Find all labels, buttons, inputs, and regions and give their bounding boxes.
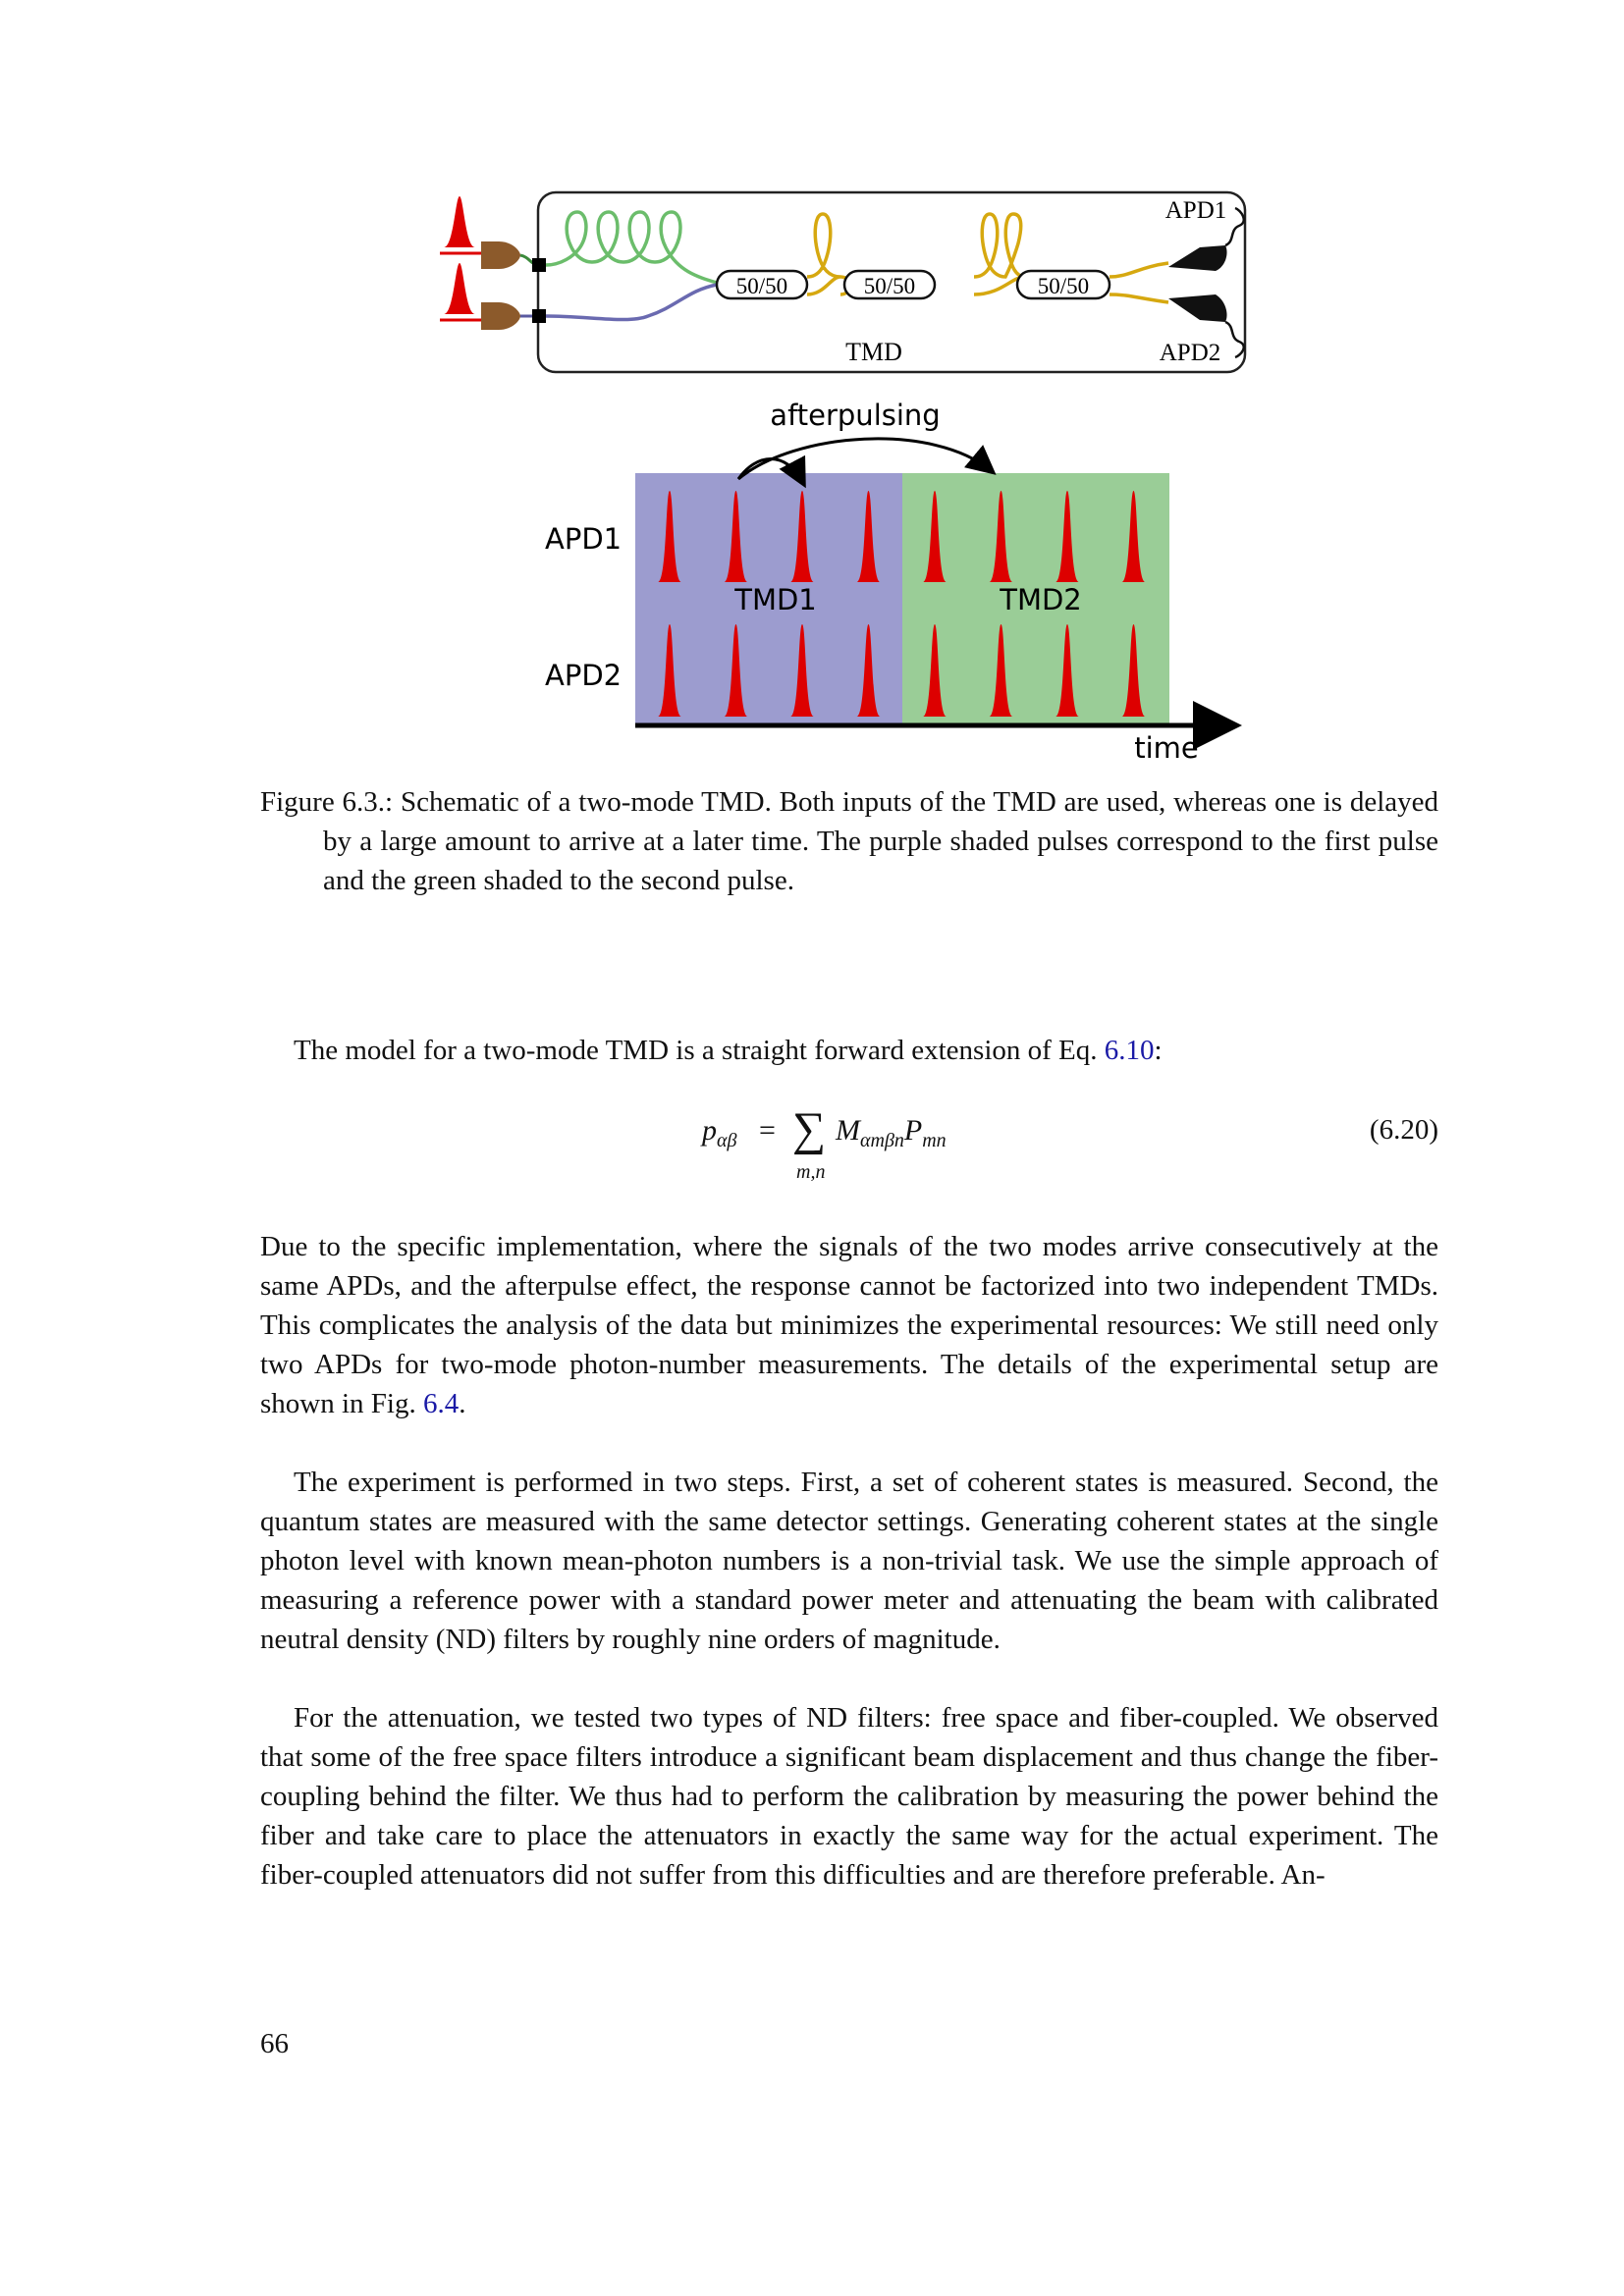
coupler-3-label: 50/50 bbox=[1037, 274, 1090, 298]
coupler-1-label: 50/50 bbox=[735, 274, 788, 298]
paragraph-1-text: The model for a two-mode TMD is a straight forward extension of Eq. bbox=[294, 1035, 1105, 1066]
afterpulsing-label: afterpulsing bbox=[770, 399, 941, 432]
row-apd1-label: APD1 bbox=[545, 522, 623, 556]
equation-number: (6.20) bbox=[1369, 1114, 1438, 1146]
paragraph-4-text: For the attenuation, we tested two types of ND filters: free space and fiber-coupled. We observed that some of the free space filters introduce a significant beam displacement and thus change the fiber-coupling behind the filter. We thus had to perform the calibration by measuring the power behind the fiber and take care to place the attenuators in exactly the same way for the actual experiment. The fiber-coupled attenuators did not suffer from this difficulties and are therefore preferable. An- bbox=[260, 1702, 1438, 1891]
row-apd2-label: APD2 bbox=[545, 659, 623, 692]
coupler-3 bbox=[1017, 271, 1110, 298]
time-axis-label: time bbox=[1134, 731, 1199, 765]
paragraph-3 bbox=[260, 1463, 1438, 1659]
coupler-2 bbox=[844, 271, 935, 298]
apd1-label: APD1 bbox=[1164, 197, 1227, 224]
fiber-coupler-2 bbox=[481, 302, 520, 330]
paragraph-1-end: : bbox=[1154, 1035, 1163, 1066]
page-number: 66 bbox=[260, 2028, 289, 2059]
figure-6-4-link[interactable]: 6.4 bbox=[422, 1388, 460, 1419]
coupler-2-label: 50/50 bbox=[863, 274, 916, 298]
input-pulse-2 bbox=[444, 263, 475, 314]
tmd2-label: TMD2 bbox=[1000, 583, 1082, 616]
paragraph-4 bbox=[260, 1698, 1438, 1895]
caption-text: Schematic of a two-mode TMD. Both inputs of the TMD are used, whereas one is delayed by a large amount to arrive at a later time. The purple shaded pulses correspond to the first pulse and the green shaded to the second pulse. bbox=[323, 786, 1438, 896]
coupler-1 bbox=[717, 271, 807, 298]
apd2-label: APD2 bbox=[1159, 340, 1221, 366]
paragraph-3-text: The experiment is performed in two steps. First, a set of coherent states is measured. Second, the quantum states are measured with the same detector settings. Generating coherent states at the single photon level with known mean-photon numbers is a non-trivial task. We use the simple approach of measuring a reference power with a standard power meter and attenuating the beam with calibrated neutral density (ND) filters by roughly nine orders of magnitude. bbox=[260, 1467, 1438, 1655]
delay-fiber-loops bbox=[546, 212, 717, 283]
paragraph-2-end: . bbox=[459, 1388, 466, 1419]
figure-caption bbox=[260, 782, 1438, 900]
apd1-detector-icon bbox=[1168, 245, 1227, 271]
figure-6-3 bbox=[0, 0, 1624, 785]
tmd-label: TMD bbox=[845, 338, 902, 366]
equation-6-10-link[interactable]: 6.10 bbox=[1104, 1035, 1155, 1066]
fiber-coupler-1 bbox=[481, 241, 520, 269]
apd2-detector-icon bbox=[1168, 294, 1227, 322]
paragraph-1 bbox=[260, 1031, 1438, 1070]
tmd-schematic bbox=[440, 192, 1245, 372]
input-pulse-1 bbox=[444, 196, 475, 247]
tmd1-label: TMD1 bbox=[734, 583, 817, 616]
equation-6-20: $p_{\alpha\beta}$ = ∑ m,n $M_{\alpha m\beta n}P_{mn}$ (6.20) bbox=[702, 1103, 1438, 1183]
paragraph-2-text: Due to the specific implementation, where the signals of the two modes arrive consecutively at the same APDs, and the afterpulse effect, the response cannot be factorized into two independent TMDs. This complicates the analysis of the data but minimizes the experimental resources: We still need only two APDs for two-mode photon-number measurements. The details of the experimental setup are shown in Fig. bbox=[260, 1231, 1438, 1419]
paragraph-2 bbox=[260, 1227, 1438, 1423]
figure-label: Figure 6.3.: bbox=[260, 786, 394, 818]
timing-diagram bbox=[545, 399, 1232, 765]
